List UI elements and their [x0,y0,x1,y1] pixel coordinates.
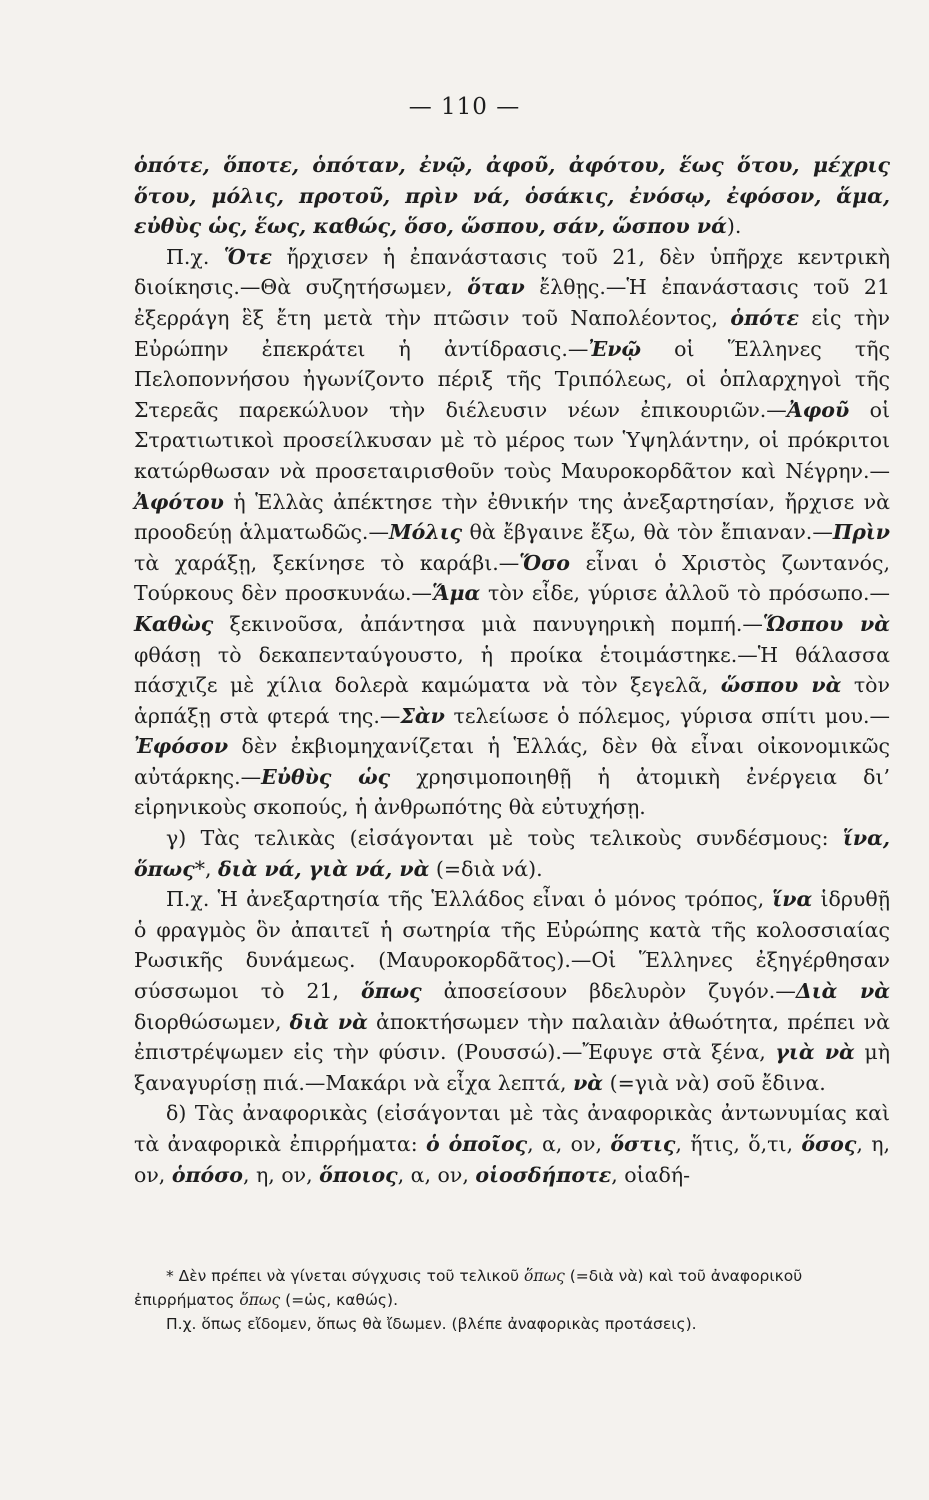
text-run: ξεκινοῦσα, ἀπάντησα μιὰ πανυγηρικὴ πομπή.— [213,611,763,636]
text-run: Π.χ. [166,244,224,269]
keyword: Εὐθὺς ὡς [261,764,391,789]
keyword: ὅσος [801,1132,857,1156]
text-run: οἱ Ἕλληνες τῆς Πελοποννήσου ἠγωνίζοντο πέριξ τῆς Τριπόλεως, οἱ ὁπλαρχηγοὶ τῆς Στερεᾶς παρεκώλυον τὴν διέλευσιν νέων ἐπικουριῶν.— [134,336,891,422]
text-run: , ἥτις, ὅ,τι, [675,1132,802,1156]
keyword: ὅστις [610,1132,676,1156]
text-run: δ) Τὰς ἀναφορικὰς (εἰσάγονται μὲ τὰς ἀναφορικὰς ἀντωνυμίας καὶ τὰ ἀναφορικὰ ἐπιρρήματα: [134,1101,890,1156]
keyword: ὁ ὁποῖος [426,1132,528,1156]
paragraph-conjunction-list [134,150,890,242]
text-run: , α, ον, [527,1132,611,1156]
text-run: διορθώσωμεν, [134,1009,290,1034]
text-run: φθάσῃ τὸ δεκαπενταύγουστο, ἡ προίκα ἑτοιμάστηκε.—Ἡ θάλασσα πάσχιζε μὲ χίλια δολερὰ καμώματα νὰ τὸν ξεγελᾶ, [134,642,890,698]
keyword: νὰ [573,1070,604,1095]
keyword: Ἐφόσον [134,734,229,759]
keyword: ὁπόσο [171,1162,243,1187]
text-run: Π.χ. Ἡ ἀνεξαρτησία τῆς Ἑλλάδος εἶναι ὁ μόνος τρόπος, [166,887,773,912]
keyword: ὁπότε [730,305,800,330]
keyword: Μόλις [388,520,463,545]
keyword: ὅποιος [319,1162,398,1187]
text-run: γ) Τὰς τελικὰς (εἰσάγονται μὲ τοὺς τελικοὺς συνδέσμους: [166,826,843,851]
text-run: ἔλθῃς.—Ἡ ἐπανάστασις τοῦ 21 ἐξερράγη ἓξ ἔτη μετὰ τὴν πτῶσιν τοῦ Ναπολέοντος, [134,275,890,330]
keyword: Ὅτε [223,244,272,269]
keyword: ὅταν [467,275,525,300]
text-run: ἤρχισεν ἡ ἐπανάστασις τοῦ 21, δὲν ὑπῆρχε κεντρικὴ διοίκησις.—Θὰ συζητήσωμεν, [134,244,890,300]
keyword: ὥσπου νὰ [720,673,842,698]
keyword: ἵνα [772,887,813,912]
keyword: γιὰ νὰ [775,1040,855,1065]
italic-word: ὅπως [239,1291,281,1309]
keyword: ὅπως [360,979,422,1004]
text-run: εἰς τὴν Εὐρώπην ἐπεκράτει ἡ ἀντίδρασις.— [134,305,890,361]
text-run: τελείωσε ὁ πόλεμος, γύρισα σπίτι μου.— [444,703,890,728]
text-run: , η, ον, [242,1162,320,1187]
text-run: ἡ Ἑλλὰς ἀπέκτησε τὴν ἐθνικήν της ἀνεξαρτησίαν, ἤρχισε νὰ προοδεύῃ ἁλματωδῶς.— [134,489,890,545]
text-run: χρησιμοποιηθῇ ἡ ἀτομικὴ ἐνέργεια δι’ εἰρηνικοὺς σκοπούς, ἡ ἀνθρωπότης θὰ εὐτυχήσῃ. [134,764,891,820]
keyword: Ὅσο [519,550,570,575]
keyword: ὁπότε, ὅποτε, ὁπόταν, ἐνῷ, ἀφοῦ, ἀφότου, ἕως ὅτου, μέχρις ὅτου, μόλις, προτοῦ, πρὶν νά, ὁσάκις, ἐνόσῳ, ἐφόσον, ἅμα, εὐθὺς ὡς, ἕως, καθώς, ὅσο, ὥσπου, σάν, ὥσπου νά [134,153,890,239]
keyword: Ἐνῷ [588,336,641,361]
text-run: τὸν εἶδε, γύρισε ἀλλοῦ τὸ πρόσωπο.— [480,581,891,606]
keyword: Διὰ νὰ [795,979,890,1004]
keyword: Πρὶν [832,520,890,545]
text-run: Π.χ. ὅπως εἴδομεν, ὅπως θὰ ἴδωμεν. (βλέπε ἀναφορικὰς προτάσεις). [166,1315,697,1333]
text-run: δὲν ἐκβιομηχανίζεται ἡ Ἑλλάς, δὲν θὰ εἶναι οἰκονομικῶς αὐτάρκης.— [134,734,890,789]
paragraph-final-examples [134,884,890,1098]
keyword: οἱοσδήποτε [475,1162,612,1187]
text-run: (=διὰ νά). [429,856,543,881]
text-run: μὴ ξαναγυρίσῃ πιά.—Μακάρι νὰ εἶχα λεπτά, [134,1040,891,1095]
footnote-example [134,1312,890,1336]
text-run: * Δὲν πρέπει νὰ γίνεται σύγχυσις τοῦ τελικοῦ [166,1267,524,1285]
text-run: ἱδρυθῇ ὁ φραγμὸς ὃν ἀπαιτεῖ ἡ σωτηρία τῆς Εὐρώπης κατὰ τῆς κολοσσιαίας Ρωσικῆς δυνάμεως. (Μαυροκορδᾶτος).—Οἱ Ἕλληνες ἐξηγέρθησαν σύσσωμοι τὸ 21, [134,887,890,1004]
keyword: Ἀφοῦ [786,397,850,422]
text-run: τὰ χαράξῃ, ξεκίνησε τὸ καράβι.— [134,550,520,575]
paragraph-temporal-examples [134,242,890,823]
text-run: τὸν ἁρπάξῃ στὰ φτερά της.— [134,673,890,728]
text-run: εἶναι ὁ Χριστὸς ζωντανός, Τούρκους δὲν προσκυνάω.— [134,550,891,606]
keyword: Ἀφότου [134,489,224,514]
text-run: (=ὡς, καθώς). [280,1291,398,1309]
text-run: ἀποσείσουν βδελυρὸν ζυγόν.— [421,979,796,1004]
text-run: , η, ον, [134,1132,891,1187]
italic-word: ὅπως [523,1267,565,1285]
text-run: θὰ ἔβγαινε ἔξω, θὰ τὸν ἔπιαναν.— [462,520,833,545]
keyword: διὰ νὰ [289,1009,368,1034]
text-run: (=διὰ νὰ) καὶ τοῦ ἀναφορικοῦ ἐπιρρήματος [134,1267,803,1309]
paragraph-final-clauses [134,823,890,884]
text-run: οἱ Στρατιωτικοὶ προσείλκυσαν μὲ τὸ μέρος των Ὑψηλάντην, οἱ πρόκριτοι κατώρθωσαν νὰ προσεταιρισθοῦν τοὺς Μαυροκορδᾶτον καὶ Νέγρην.— [134,397,891,483]
text-run: *, [194,856,218,881]
keyword: Καθὼς [134,611,214,636]
text-run: , α, ον, [397,1162,476,1187]
keyword: Ἅμα [432,581,481,606]
paragraph-relative-clauses [134,1098,890,1190]
keyword: ἵνα, ὅπως [134,826,890,881]
text-run: (=γιὰ νὰ) σοῦ ἔδινα. [603,1070,826,1095]
footnote [134,1264,890,1336]
text-run: ἀποκτήσωμεν τὴν παλαιὰν ἀθωότητα, πρέπει νὰ ἐπιστρέψωμεν εἰς τὴν φύσιν. (Ρουσσώ).—Ἔφυγε στὰ ξένα, [134,1009,890,1065]
main-text [134,150,890,1190]
footnote-line [134,1264,890,1312]
text-run: ). [726,214,742,239]
page-number: — 110 — [408,94,521,120]
text-run: , οἱαδή- [611,1162,691,1187]
keyword: Σὰν [400,703,445,728]
keyword: Ὥσπου νὰ [762,611,890,636]
keyword: διὰ νά, γιὰ νά, νὰ [217,856,430,881]
